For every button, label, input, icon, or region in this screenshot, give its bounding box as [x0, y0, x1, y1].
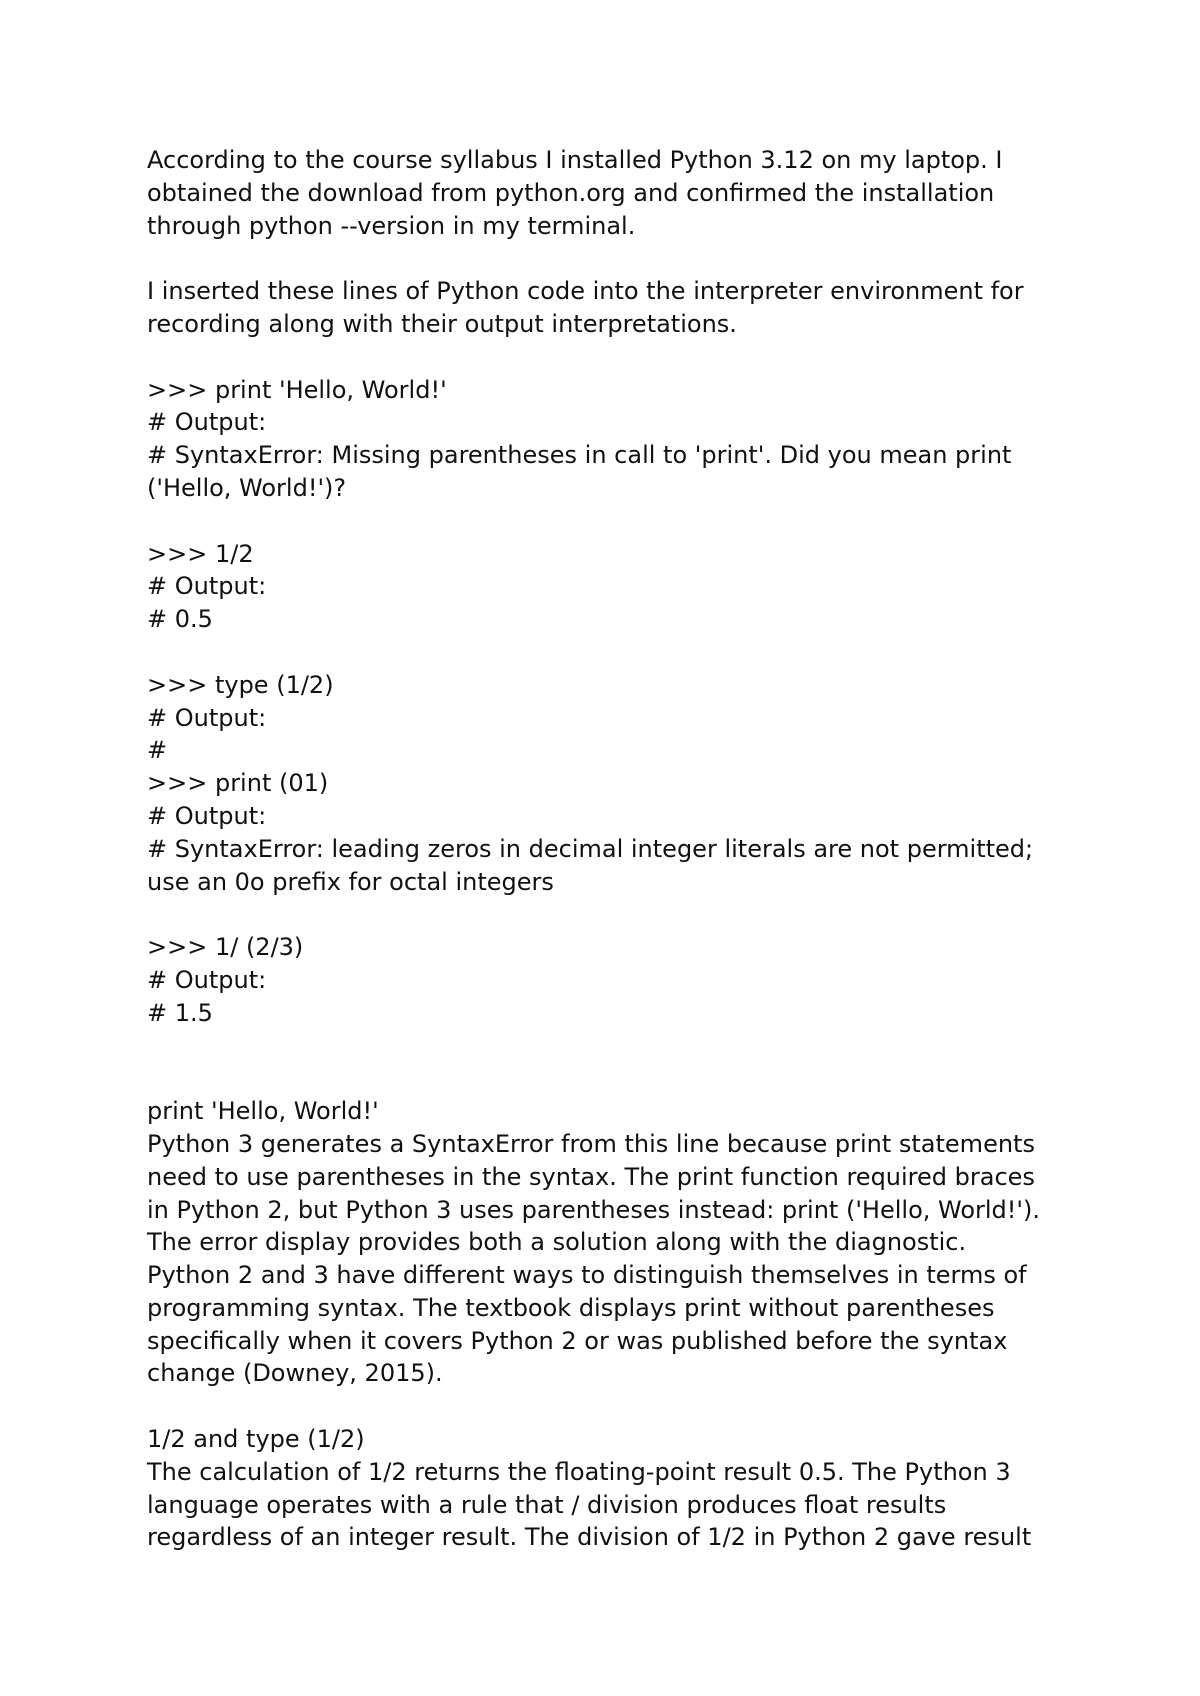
code-line: use an 0o prefix for octal integers [147, 867, 554, 896]
intro-paragraph-2 [147, 275, 1077, 341]
code-line: >>> type (1/2) [147, 670, 334, 699]
code-line: # Output: [147, 408, 267, 437]
section-heading: 1/2 and type (1/2) [147, 1425, 365, 1454]
paragraph-spacer [147, 1030, 1077, 1063]
code-line: >>> print (01) [147, 769, 329, 798]
code-snippet [147, 374, 1077, 505]
text-line: Python 2 and 3 have different ways to distinguish themselves in terms of [147, 1261, 1027, 1290]
paragraph-spacer [147, 505, 1077, 538]
code-line: # Output: [147, 965, 267, 994]
paragraph-spacer [147, 1390, 1077, 1423]
text-line: recording along with their output interpretations. [147, 309, 737, 338]
section-heading: print 'Hello, World!' [147, 1097, 379, 1126]
text-line: through python --version in my terminal. [147, 211, 636, 240]
code-line: # 1.5 [147, 998, 213, 1027]
paragraph-spacer [147, 898, 1077, 931]
code-line: # Output: [147, 801, 267, 830]
text-line: regardless of an integer result. The division of 1/2 in Python 2 gave result [147, 1523, 1032, 1552]
code-snippet [147, 538, 1077, 636]
text-line: need to use parentheses in the syntax. The print function required braces [147, 1162, 1035, 1191]
code-line: # SyntaxError: Missing parentheses in call to 'print'. Did you mean print [147, 441, 1012, 470]
paragraph-spacer [147, 1062, 1077, 1095]
intro-paragraph [147, 144, 1077, 242]
text-line: According to the course syllabus I installed Python 3.12 on my laptop. I [147, 146, 1003, 174]
text-line: Python 3 generates a SyntaxError from this line because print statements [147, 1129, 1035, 1158]
text-line: language operates with a rule that / division produces float results [147, 1490, 947, 1519]
text-line: I inserted these lines of Python code into the interpreter environment for [147, 277, 1024, 306]
paragraph-spacer [147, 242, 1077, 275]
document-page [147, 144, 1077, 1554]
code-line: # SyntaxError: leading zeros in decimal integer literals are not permitted; [147, 834, 1034, 863]
code-snippet [147, 931, 1077, 1029]
text-line: change (Downey, 2015). [147, 1359, 443, 1388]
paragraph-spacer [147, 636, 1077, 669]
code-line: >>> print 'Hello, World!' [147, 375, 447, 404]
code-line: # Output: [147, 703, 267, 732]
code-line: # 0.5 [147, 605, 213, 634]
code-line: >>> 1/2 [147, 539, 254, 568]
text-line: in Python 2, but Python 3 uses parentheses instead: print ('Hello, World!'). [147, 1195, 1040, 1224]
code-line: # Output: [147, 572, 267, 601]
text-line: The error display provides both a solution along with the diagnostic. [147, 1228, 967, 1257]
code-line: ('Hello, World!')? [147, 473, 347, 502]
code-snippet [147, 669, 1077, 899]
code-line: >>> 1/ (2/3) [147, 933, 304, 962]
paragraph-spacer [147, 341, 1077, 374]
text-line: The calculation of 1/2 returns the floating-point result 0.5. The Python 3 [147, 1457, 1011, 1486]
section-print-hello-world [147, 1095, 1077, 1390]
text-line: specifically when it covers Python 2 or was published before the syntax [147, 1326, 1008, 1355]
text-line: obtained the download from python.org and confirmed the installation [147, 178, 995, 207]
text-line: programming syntax. The textbook displays print without parentheses [147, 1293, 995, 1322]
section-division [147, 1423, 1077, 1554]
code-line: # [147, 736, 168, 765]
